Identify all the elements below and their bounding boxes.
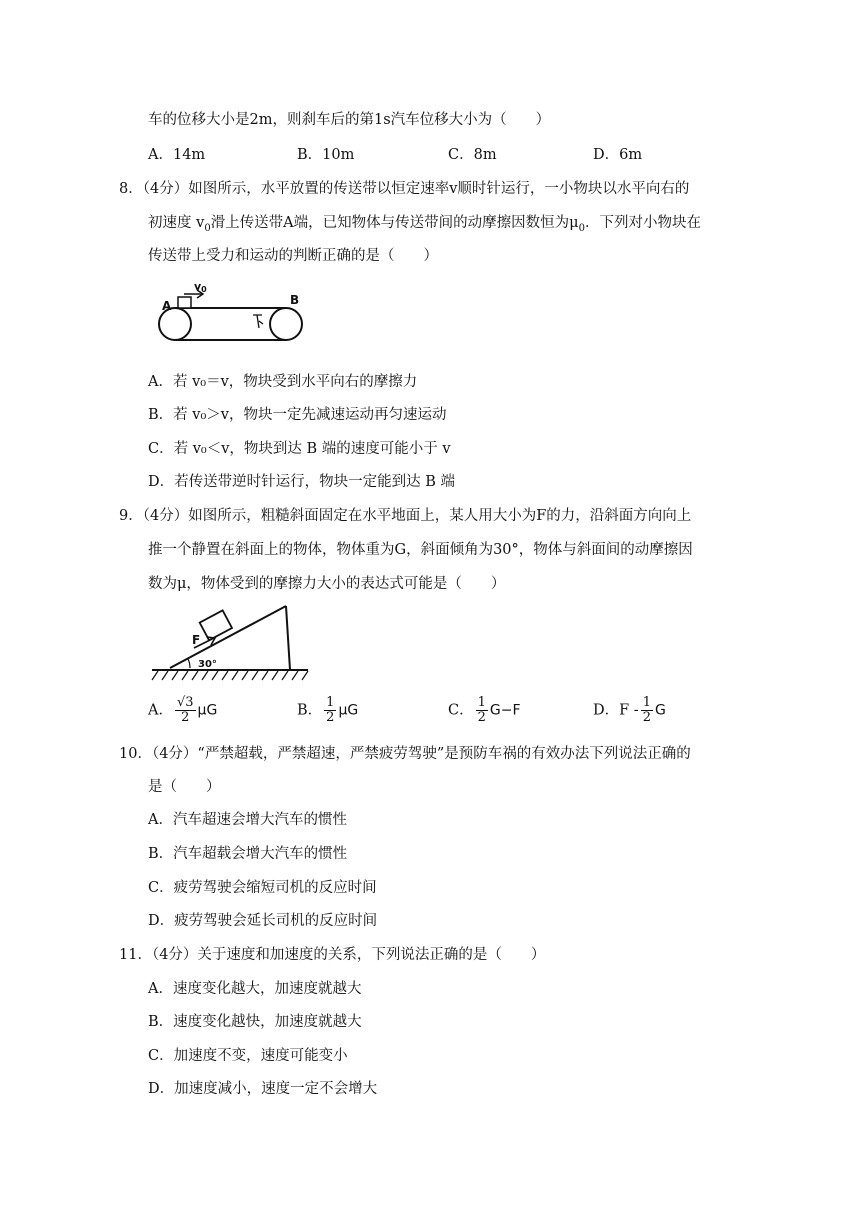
q9-stem-line2: 推一个静置在斜面上的物体，物体重为G，斜面倾角为30°，物体与斜面间的动摩擦因 (148, 542, 693, 558)
label-a: A (162, 299, 172, 313)
q9-option-b: B． $\frac{1}{2}$ μG (297, 695, 359, 725)
incline-surface (170, 606, 286, 668)
label-angle: 30° (198, 659, 217, 670)
q11-option-a: A．速度变化越大，加速度就越大 (148, 981, 362, 997)
q11-option-d: D．加速度减小，速度一定不会增大 (148, 1081, 378, 1097)
block (200, 610, 232, 640)
q10-option-a: A．汽车超速会增大汽车的惯性 (148, 812, 347, 828)
svg-text:v0 (194, 280, 207, 294)
q8-option-a: A．若 v₀＝v，物块受到水平向右的摩擦力 (148, 374, 418, 390)
q8-stem-line3: 传送带上受力和运动的判断正确的是（ ） (148, 248, 438, 264)
q9-option-c: C． $\frac{1}{2}$ G−F (448, 695, 521, 725)
q8-stem-line2: 初速度 $v_0$滑上传送带A端，已知物体与传送带间的动摩擦因数恒为$\mu_0$．下列对小物块在 (148, 215, 701, 234)
label-b: B (290, 293, 300, 307)
angle-arc (188, 659, 190, 668)
q7-option-b: B．10m (297, 147, 355, 163)
conveyor-belt-figure (156, 280, 306, 346)
q11-stem-line1: 11．（4分）关于速度和加速度的关系，下列说法正确的是（ ） (119, 947, 546, 963)
q9-option-a: A． $\frac{√3}{2}$ μG (148, 695, 218, 725)
q11-option-b: B．速度变化越快，加速度就越大 (148, 1014, 362, 1030)
q7-option-a: A．14m (148, 147, 206, 163)
q7-option-d: D．6m (593, 147, 643, 163)
incline-figure (150, 604, 310, 686)
q10-option-b: B．汽车超载会增大汽车的惯性 (148, 846, 348, 862)
q10-option-c: C．疲劳驾驶会缩短司机的反应时间 (148, 880, 377, 896)
q10-stem-line2: 是（ ） (148, 779, 221, 795)
incline-vertical (286, 606, 290, 670)
label-v: v (194, 280, 202, 293)
block (178, 297, 191, 308)
q10-option-d: D．疲劳驾驶会延长司机的反应时间 (148, 913, 378, 929)
right-roller (270, 308, 302, 340)
q11-option-c: C．加速度不变，速度可能变小 (148, 1048, 348, 1064)
q8-option-c: C．若 v₀＜v，物块到达 B 端的速度可能小于 v (148, 441, 451, 457)
belt-mark (253, 315, 263, 328)
q7-continuation: 车的位移大小是2m，则刹车后的第1s汽车位移大小为（ ） (148, 112, 551, 128)
label-f: F (192, 633, 201, 647)
q9-option-d: D．F - $\frac{1}{2}$ G (593, 695, 666, 725)
q8-option-d: D．若传送带逆时针运行，物块一定能到达 B 端 (148, 474, 455, 490)
ground-hatching (152, 671, 308, 680)
q9-stem-line3: 数为μ，物体受到的摩擦力大小的表达式可能是（ ） (148, 576, 506, 592)
q10-stem-line1: 10．（4分）“严禁超载，严禁超速，严禁疲劳驾驶”是预防车祸的有效办法下列说法正确的 (119, 746, 691, 762)
label-v-sub: 0 (201, 285, 207, 294)
q8-option-b: B．若 v₀＞v，物块一定先减速运动再匀速运动 (148, 407, 447, 423)
q8-stem-line1: 8．（4分）如图所示，水平放置的传送带以恒定速率v顺时针运行，一小物块以水平向右的 (119, 181, 690, 197)
q9-stem-line1: 9．（4分）如图所示，粗糙斜面固定在水平地面上，某人用大小为F的力，沿斜面方向向上 (119, 508, 692, 524)
q7-option-c: C．8m (448, 147, 497, 163)
